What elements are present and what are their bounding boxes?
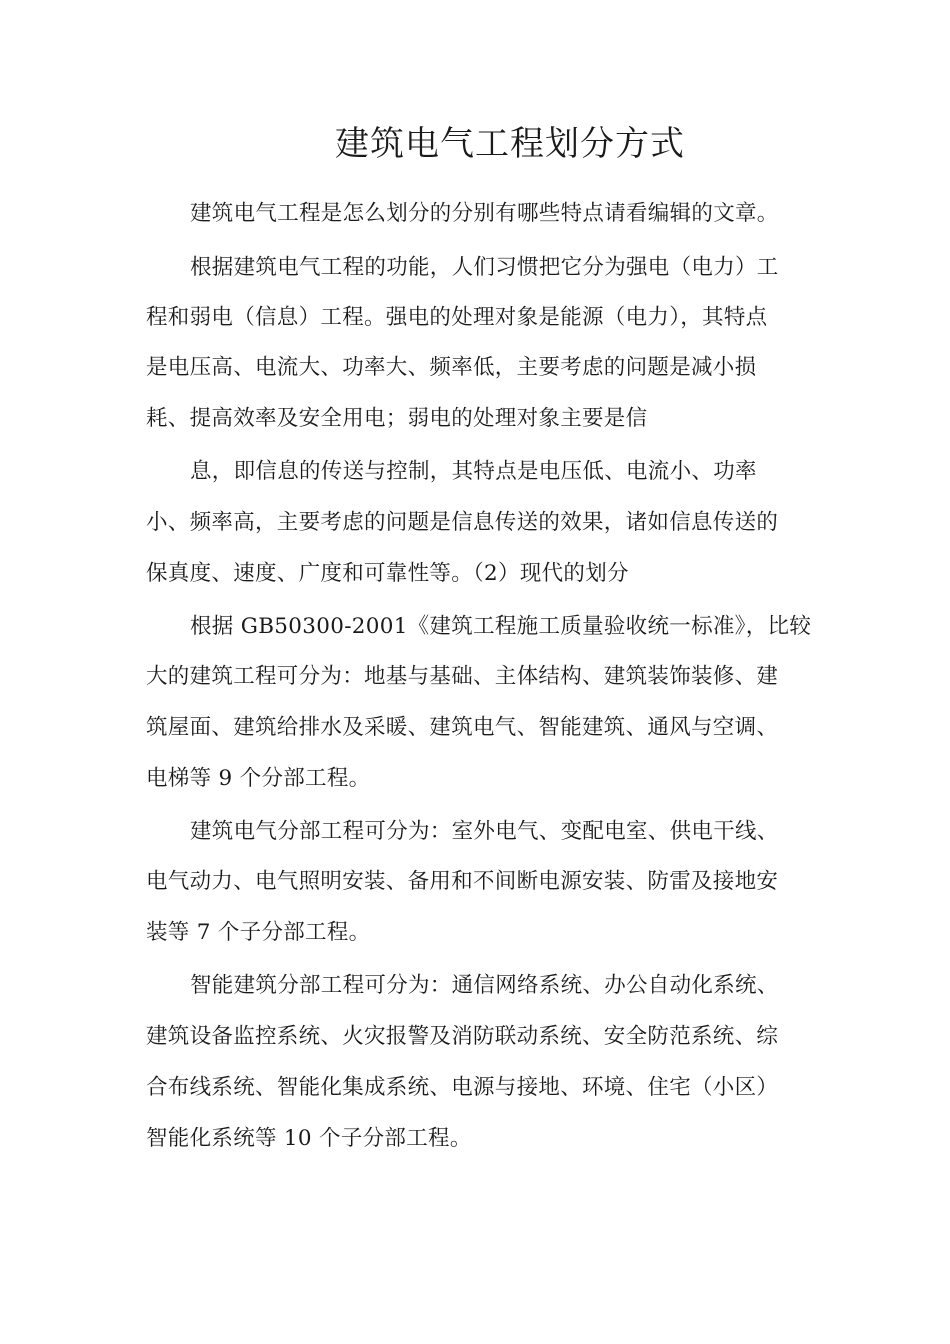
paragraph-line: 装等 7 个子分部工程。 (146, 920, 371, 945)
paragraph-line: 电气动力、电气照明安装、备用和不间断电源安装、防雷及接地安 (146, 869, 779, 894)
paragraph-line: 合布线系统、智能化集成系统、电源与接地、环境、住宅（小区） (146, 1075, 779, 1100)
paragraph-line: 耗、提高效率及安全用电；弱电的处理对象主要是信 (146, 406, 648, 431)
paragraph-line: 大的建筑工程可分为：地基与基础、主体结构、建筑装饰装修、建 (146, 664, 779, 689)
paragraph-line: 筑屋面、建筑给排水及采暖、建筑电气、智能建筑、通风与空调、 (146, 715, 779, 740)
paragraph-line: 建筑电气工程是怎么划分的分别有哪些特点请看编辑的文章。 (190, 201, 779, 226)
paragraph-line: 电梯等 9 个分部工程。 (146, 766, 371, 791)
paragraph-line: 保真度、速度、广度和可靠性等。（2）现代的划分 (146, 561, 629, 586)
document-title: 建筑电气工程划分方式 (335, 124, 685, 164)
paragraph-line: 建筑设备监控系统、火灾报警及消防联动系统、安全防范系统、综 (146, 1024, 779, 1049)
paragraph-line: 根据 GB50300-2001《建筑工程施工质量验收统一标准》，比较 (190, 614, 812, 639)
paragraph-line: 智能建筑分部工程可分为：通信网络系统、办公自动化系统、 (190, 973, 779, 998)
paragraph-line: 是电压高、电流大、功率大、频率低，主要考虑的问题是减小损 (146, 355, 757, 380)
paragraph-line: 智能化系统等 10 个子分部工程。 (146, 1126, 472, 1151)
paragraph-line: 建筑电气分部工程可分为：室外电气、变配电室、供电干线、 (190, 819, 779, 844)
paragraph-line: 小、频率高，主要考虑的问题是信息传送的效果，诸如信息传送的 (146, 510, 779, 535)
paragraph-line: 程和弱电（信息）工程。强电的处理对象是能源（电力），其特点 (146, 305, 768, 330)
paragraph-line: 根据建筑电气工程的功能，人们习惯把它分为强电（电力）工 (190, 255, 779, 280)
paragraph-line: 息，即信息的传送与控制，其特点是电压低、电流小、功率 (190, 459, 757, 484)
